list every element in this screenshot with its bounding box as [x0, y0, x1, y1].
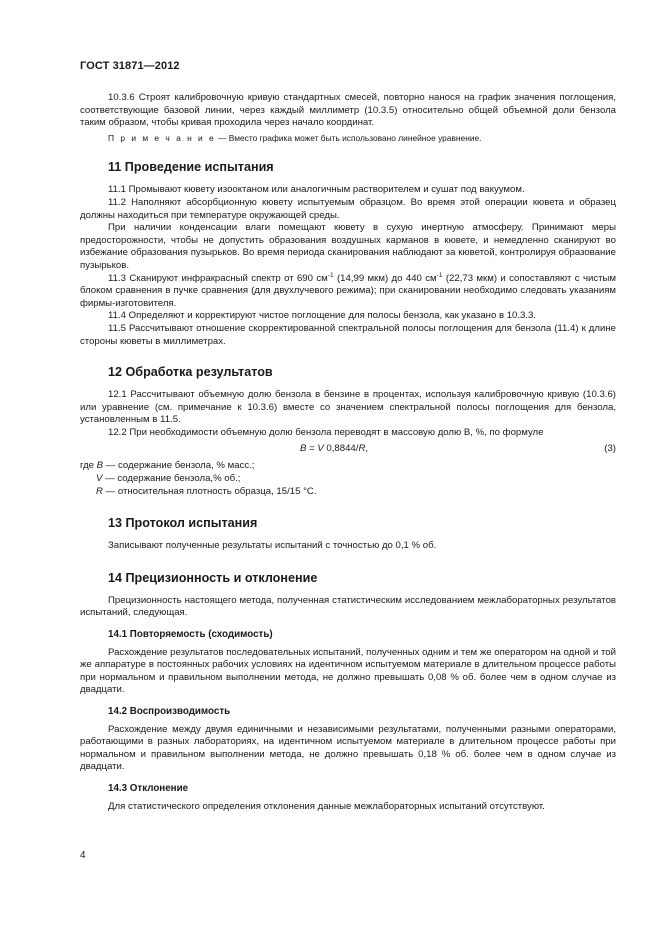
definition-b	[80, 460, 616, 473]
subsection-14-1-title: 14.1 Повторяемость (сходимость)	[108, 629, 273, 641]
symbol-b: B	[96, 460, 104, 472]
note-text: — Вместо графика может быть использовано линейное уравнение.	[215, 132, 482, 143]
paragraph-11-3	[80, 273, 616, 311]
definition-v	[80, 473, 616, 486]
note-label: П р и м е ч а н и е	[108, 132, 216, 143]
paragraph-14-3: Для статистического определения отклонения данные межлабораторных испытаний отсутствуют.	[108, 800, 545, 812]
subsection-14-3-title: 14.3 Отклонение	[108, 782, 189, 794]
text-span: — содержание бензола,% об.;	[102, 473, 241, 485]
formula-3	[80, 443, 616, 457]
text-span: 0,8844/	[323, 443, 359, 455]
paragraph-11-4: 11.4 Определяют и корректируют чистое поглощение для полосы бензола, как указано в 10.3.3.	[108, 310, 537, 322]
superscript: -1	[436, 271, 443, 279]
symbol-v: V	[317, 443, 324, 455]
symbol-r: R	[358, 443, 366, 455]
page-number: 4	[80, 850, 86, 861]
paragraph-11-5: 11.5 Рассчитывают отношение скорректированной спектральной полосы поглощения для бензола (11.4) к длине стороны кюветы в миллиметрах.	[80, 322, 616, 347]
formula-number: (3)	[604, 443, 616, 455]
symbol-b: B	[300, 443, 307, 455]
text-span: — содержание бензола, % масс.;	[103, 460, 255, 472]
text-span: 11.3 Сканируют инфракрасный спектр от 690 см	[108, 272, 328, 284]
section-11-title: 11 Проведение испытания	[108, 160, 274, 175]
section-13-title: 13 Протокол испытания	[108, 516, 258, 531]
formula-definitions	[80, 460, 616, 498]
paragraph-12-1: 12.1 Рассчитывают объемную долю бензола в бензине в процентах, используя калибровочную кривую (10.3.6) или уравнение (см. примечание к 10.3.6) вместе со значением спектральной полосы поглощения для бензола, установленным в 11.5.	[80, 389, 616, 426]
definition-r	[80, 486, 616, 499]
paragraph-11-1: 11.1 Промывают кювету изооктаном или аналогичным растворителем и сушат под вакуумом.	[108, 184, 525, 196]
text-span: =	[306, 443, 318, 455]
symbol-v: V	[96, 473, 103, 485]
paragraph-13: Записывают полученные результаты испытаний с точностью до 0,1 % об.	[108, 540, 437, 552]
subsection-14-2-title: 14.2 Воспроизводимость	[108, 706, 231, 717]
paragraph-11-2: 11.2 Наполняют абсорбционную кювету испытуемым образцом. Во время этой операции кювета и образец должны находиться при температуре окружающей среды.	[80, 196, 616, 221]
section-12-title: 12 Обработка результатов	[108, 365, 273, 380]
document-header: ГОСТ 31871—2012	[80, 60, 180, 72]
paragraph-12-2: 12.2 При необходимости объемную долю бензола переводят в массовую долю B, %, по формуле	[108, 426, 544, 438]
paragraph-11-2-cont: При наличии конденсации влаги помещают кювету в сухую инертную атмосферу. Принимают меры предосторожности, чтобы не допустить образования воздушных карманов в кювете, и немедленно сканируют во избежание образования пузырьков. Во время периода сканирования наблюдают за кюветой, контролируя образование пузырьков.	[80, 222, 616, 271]
text-span: (14,99 мкм) до 440 см	[333, 272, 437, 284]
text-span: где	[80, 460, 97, 472]
text-span: — относительная плотность образца, 15/15 °С.	[102, 485, 317, 497]
note	[80, 132, 616, 145]
formula-expression	[300, 443, 368, 456]
paragraph-14: Прецизионность настоящего метода, полученная статистическим исследованием межлабораторных результатов испытаний, следующая.	[80, 594, 616, 619]
document-body	[80, 92, 616, 813]
superscript: -1	[327, 271, 334, 279]
section-14-title: 14 Прецизионность и отклонение	[108, 570, 318, 585]
paragraph-10-3-6: 10.3.6 Строят калибровочную кривую стандартных смесей, повторно нанося на график значения поглощения, соответствующие базовой линии, через каждый миллиметр (10.3.5) относительно общей объемной доли бензола таким образом, чтобы кривая проходила через начало координат.	[80, 92, 616, 129]
symbol-r: R	[96, 485, 103, 497]
paragraph-14-2: Расхождение между двумя единичными и независимыми результатами, полученными разными операторами, работающими в разных лабораториях, на идентичном испытуемом материале в длительном процессе работы при нормальном и правильном выполнении метода, не должно превышать 0,18 % об. более чем в одном случае из двадцати.	[80, 723, 616, 773]
text-span: (22,73 мкм) и сопоставляют с чистым блоком сравнения в пучке сравнения (для двухлучевого режима); при сканировании необходимо следовать указаниям фирмы-изготовителя.	[80, 272, 617, 309]
text-span: ,	[365, 443, 369, 455]
paragraph-14-1: Расхождение результатов последовательных испытаний, полученных одним и тем же оператором на одной и той же аппаратуре в постоянных рабочих условиях на идентичном испытуемом материале в длительном процессе работы при нормальном и правильном выполнении метода, не должно превышать 0,08 % об. более чем в одном случае из двадцати.	[80, 646, 616, 696]
